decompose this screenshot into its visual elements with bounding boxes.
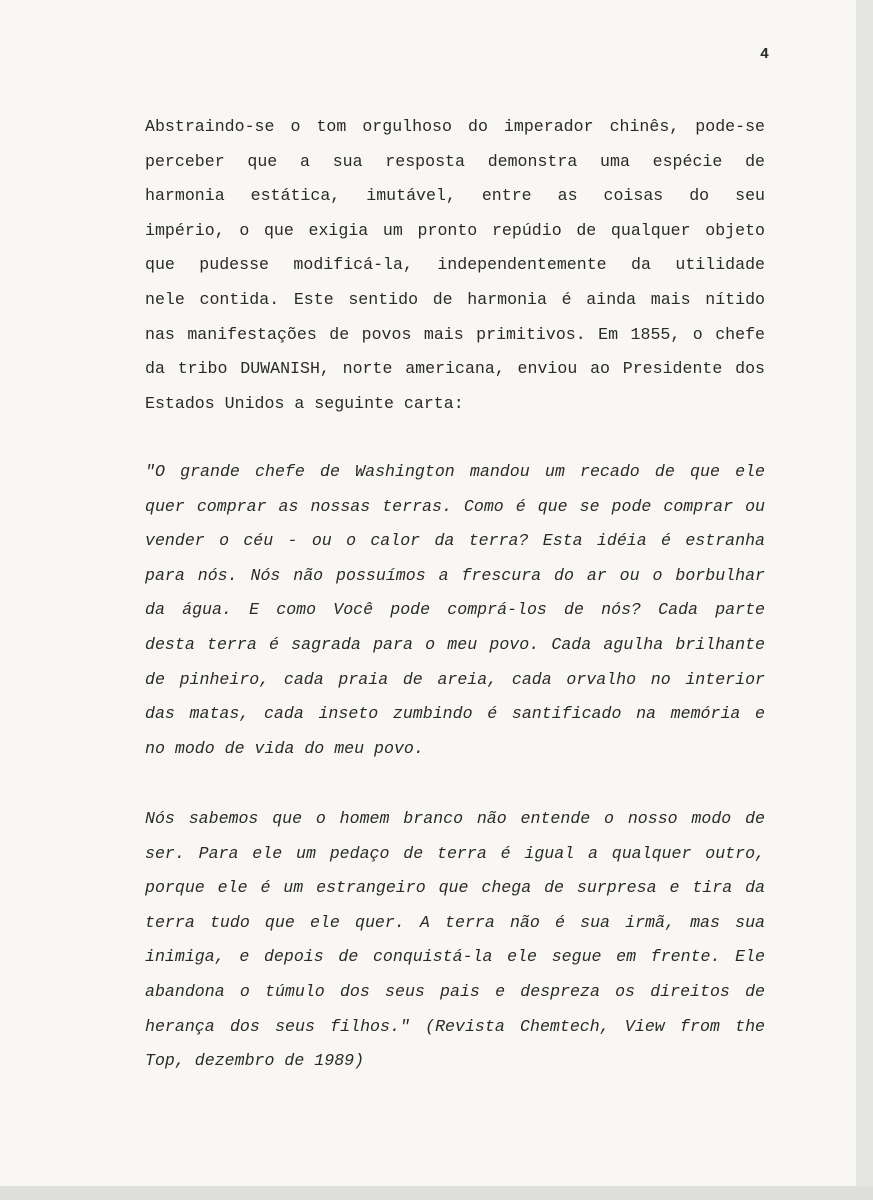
text-line: herança dos seus filhos." (Revista Chemtech, View from the bbox=[145, 1016, 765, 1036]
text-line: porque ele é um estrangeiro que chega de surpresa e tira da bbox=[145, 878, 765, 898]
page-number: 4 bbox=[760, 46, 770, 63]
text-line: que pudesse modificá-la, independentemente da utilidade bbox=[145, 255, 765, 275]
text-line: perceber que a sua resposta demonstra uma espécie de bbox=[145, 151, 765, 171]
text-line: império, o que exigia um pronto repúdio de qualquer objeto bbox=[145, 220, 765, 240]
text-line: Abstraindo-se o tom orgulhoso do imperador chinês, pode-se bbox=[145, 117, 765, 136]
scan-edge-bottom bbox=[0, 1186, 873, 1200]
text-line: ser. Para ele um pedaço de terra é igual a qualquer outro, bbox=[145, 843, 765, 863]
text-line: harmonia estática, imutável, entre as coisas do seu bbox=[145, 186, 765, 206]
text-line: "O grande chefe de Washington mandou um recado de que ele bbox=[145, 462, 765, 481]
text-line: de pinheiro, cada praia de areia, cada orvalho no interior bbox=[145, 669, 765, 689]
text-line: da água. E como Você pode comprá-los de nós? Cada parte bbox=[145, 600, 765, 620]
text-line: terra tudo que ele quer. A terra não é sua irmã, mas sua bbox=[145, 912, 765, 932]
text-line: vender o céu - ou o calor da terra? Esta idéia é estranha bbox=[145, 531, 765, 551]
quote-paragraph-2 bbox=[145, 802, 765, 1079]
text-line: Top, dezembro de 1989) bbox=[145, 1051, 365, 1071]
text-line: para nós. Nós não possuímos a frescura do ar ou o borbulhar bbox=[145, 565, 765, 585]
text-line: nele contida. Este sentido de harmonia é ainda mais nítido bbox=[145, 289, 765, 309]
text-line: Nós sabemos que o homem branco não entende o nosso modo de bbox=[145, 809, 765, 828]
text-line: das matas, cada inseto zumbindo é santificado na memória e bbox=[145, 704, 765, 724]
text-line: inimiga, e depois de conquistá-la ele segue em frente. Ele bbox=[145, 947, 765, 967]
scan-edge-right bbox=[856, 0, 873, 1200]
text-line: quer comprar as nossas terras. Como é que se pode comprar ou bbox=[145, 496, 765, 516]
paragraph-intro bbox=[145, 110, 765, 421]
text-line: nas manifestações de povos mais primitivos. Em 1855, o chefe bbox=[145, 324, 765, 344]
text-line: da tribo DUWANISH, norte americana, enviou ao Presidente dos bbox=[145, 359, 765, 379]
text-line: abandona o túmulo dos seus pais e despreza os direitos de bbox=[145, 981, 765, 1001]
text-line: Estados Unidos a seguinte carta: bbox=[145, 393, 464, 413]
text-line: desta terra é sagrada para o meu povo. Cada agulha brilhante bbox=[145, 634, 765, 654]
quote-paragraph-1 bbox=[145, 455, 765, 766]
text-line: no modo de vida do meu povo. bbox=[145, 738, 424, 758]
